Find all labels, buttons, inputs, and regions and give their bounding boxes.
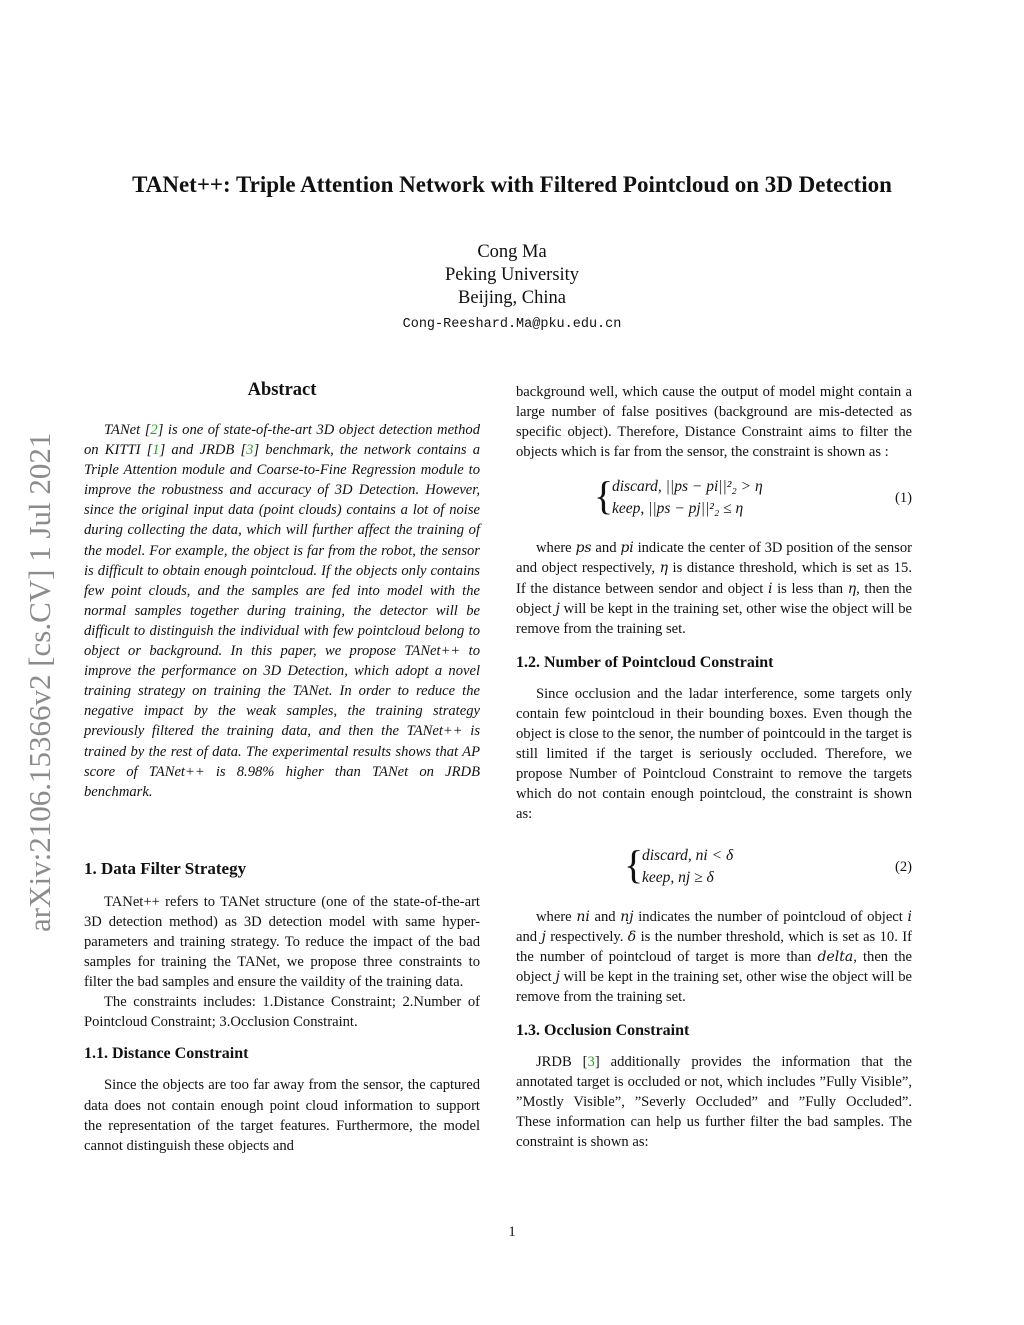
arxiv-stamp-text: arXiv:2106.15366v2 [cs.CV] 1 Jul 2021 [22, 432, 57, 932]
citation-link[interactable]: 3 [246, 442, 254, 459]
paragraph: Since occlusion and the ladar interference, some targets only contain few pointcloud in their bounding boxes. Even though the object is close to the senor, the number of pointcould in the target is still limited if the target is seriously occluded. Therefore, we propose Number of Pointcloud Constraint to remove the targets which do not contain enough pointcloud, the constraint is shown as: [516, 685, 912, 823]
paragraph: background well, which cause the output of model might contain a large number of false positives (background are mis-detected as specific object). Therefore, Distance Constraint aims to filter the objects which is far from the sensor, the constraint is shown as : [516, 384, 912, 461]
equation-line: discard, ni < δ [642, 846, 734, 864]
paper-title: TANet++: Triple Attention Network with Filtered Pointcloud on 3D Detection [132, 172, 892, 197]
paragraph: Since the objects are too far away from the sensor, the captured data does not contain enough point cloud information to support the representation of the target features. Furthermore, the model cannot distinguish these objects and [84, 1077, 480, 1154]
equation-number: (2) [894, 858, 912, 875]
subsection-heading: 1.2. Number of Pointcloud Constraint [516, 653, 774, 671]
left-column [84, 378, 480, 1156]
equation-line: keep, ||ps − pj||²₂ ≤ η [612, 500, 744, 518]
equation-body [624, 841, 734, 889]
author-location: Beijing, China [458, 288, 566, 308]
abstract-heading: Abstract [247, 380, 317, 400]
equation-2 [516, 841, 912, 899]
subsection-heading: 1.3. Occlusion Constraint [516, 1021, 690, 1039]
citation-link[interactable]: 3 [587, 1053, 595, 1070]
brace: { [594, 473, 614, 519]
equation-body [594, 473, 763, 520]
equation-line: keep, nj ≥ δ [642, 868, 714, 886]
author-email[interactable]: Cong-Reeshard.Ma@pku.edu.cn [402, 317, 622, 332]
author-affiliation: Peking University [444, 265, 580, 285]
subsection-heading: 1.1. Distance Constraint [84, 1045, 249, 1063]
paragraph: TANet++ refers to TANet structure (one of the state-of-the-art 3D detection method) as 3D detection model with same hyper-parameters and training strategy. To reduce the impact of the bad samples for training the TANet, we propose three constraints to filter the bad samples and ensure the vaildity of the training data. [84, 893, 480, 991]
paragraph: JRDB [3] additionally provides the information that the annotated target is occluded or not, which includes ”Fully Visible”, ”Mostly Visible”, ”Severly Occluded” and ”Fully Occluded”. These information can help us further filter the bad samples. The constraint is shown as: [516, 1053, 912, 1151]
equation-number: (1) [894, 490, 912, 507]
citation-link[interactable]: 1 [152, 442, 160, 459]
page-number: 1 [508, 1224, 516, 1240]
equation-line: discard, ||ps − pi||²₂ > η [612, 478, 763, 496]
paragraph: where ps and pi indicate the center of 3D position of the sensor and object respectively, η is distance threshold, which is set as 15. If the distance between sendor and object i is less than η, then the object j will be kept in the training set, other wise the object will be remove from the training set. [516, 540, 912, 637]
brace: { [624, 841, 644, 887]
abstract-text: TANet [2] is one of state-of-the-art 3D object detection method on KITTI [1] and JRDB [3] benchmark, the network contains a Triple Attention module and Coarse-to-Fine Regression module to improve the robustness and accuracy of 3D Detection. However, since the original input data (point clouds) contains a lot of noise during collecting the data, which will further affect the training of the model. For example, the object is far from the robot, the sensor is difficult to obtain enough pointcloud. If the objects only contains few point clouds, and the samples are fed into model with the normal samples together during training, the detector will be difficult to distinguish the individual with few pointcloud belong to object or background. In this paper, we propose TANet++ to improve the performance on 3D Detection, which adopt a novel training strategy on training the TANet. In order to reduce the negative impact by the weak samples, the training strategy previously filtered the training data, and then the TANet++ is trained by the rest of data. The experimental results shows that AP score of TANet++ is 8.98% higher than TANet on JRDB benchmark. [84, 422, 480, 800]
section-heading: 1. Data Filter Strategy [84, 858, 247, 878]
paragraph: where ni and nj indicates the number of pointcloud of object i and j respectively. δ is the number threshold, which is set as 10. If the number of pointcloud of target is more than delta, then the object j will be kept in the training set, other wise the object will be remove from the training set. [516, 908, 912, 1005]
arxiv-stamp [20, 372, 60, 932]
right-column [516, 382, 912, 1152]
author-name: Cong Ma [477, 242, 547, 262]
equation-1 [516, 472, 912, 530]
citation-link[interactable]: 2 [150, 422, 158, 438]
paragraph: The constraints includes: 1.Distance Constraint; 2.Number of Pointcloud Constraint; 3.Occlusion Constraint. [84, 994, 480, 1031]
